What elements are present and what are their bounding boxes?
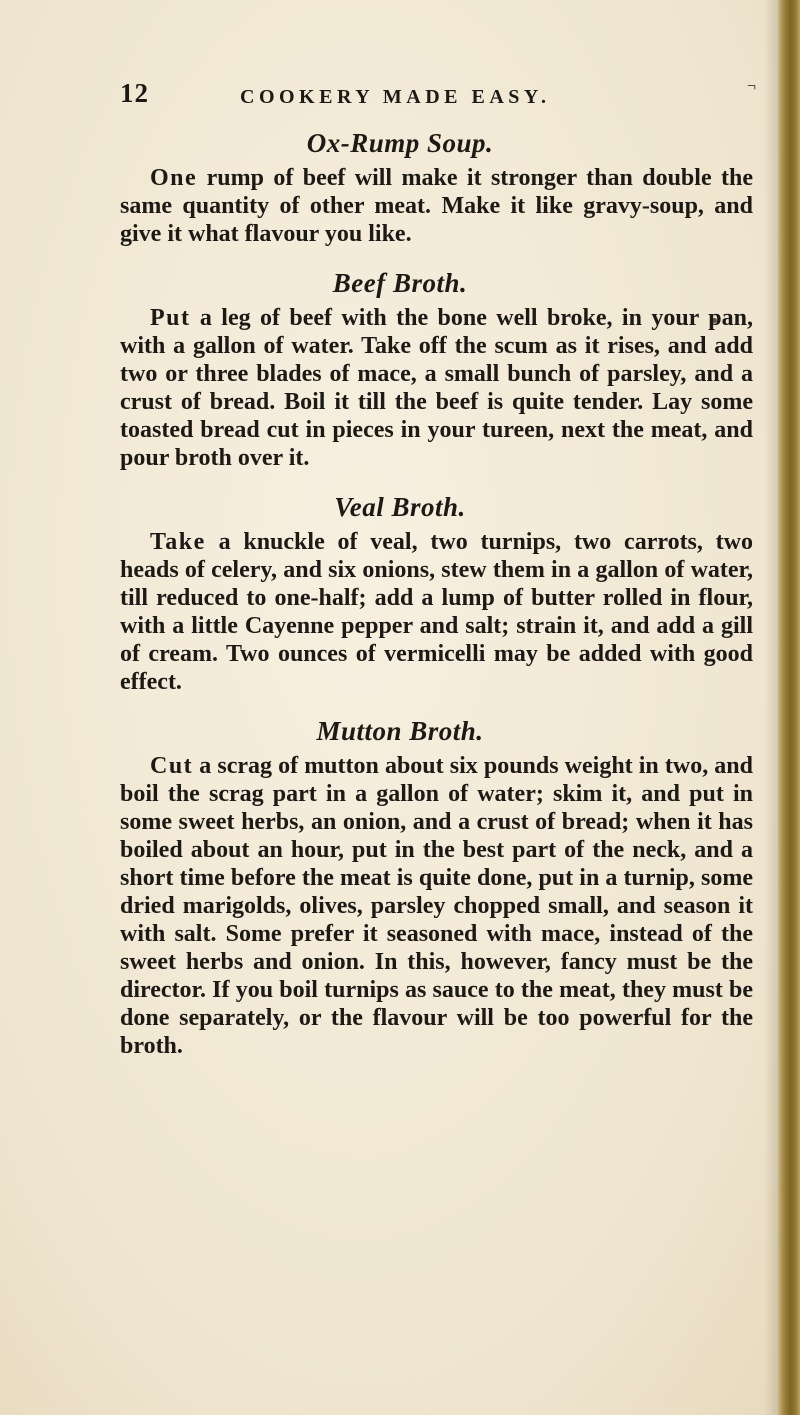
- recipe-first-word: One: [150, 165, 198, 191]
- recipe-body: [120, 304, 753, 472]
- recipe-text: a knuckle of veal, two turnips, two carrots, two heads of celery, and six onions, stew them in a gallon of water, till reduced to one-half; add a lump of butter rolled in flour, with a little Cayenne pepper and salt; strain it, and add a gill of cream. Two ounces of vermicelli may be added with good effect.: [120, 529, 753, 695]
- recipe-text: a leg of beef with the bone well broke, in your pan, with a gallon of water. Take off the scum as it rises, and add two or three blades of mace, a small bunch of parsley, and a crust of bread. Boil it till the beef is quite tender. Lay some toasted bread cut in pieces in your tureen, next the meat, and pour broth over it.: [120, 305, 753, 471]
- recipe-title: Ox-Rump Soup.: [306, 128, 494, 158]
- recipe-title: Veal Broth.: [334, 492, 466, 522]
- running-title: COOKERY MADE EASY.: [240, 86, 551, 108]
- recipe-text: rump of beef will make it stronger than double the same quantity of other meat. Make it like gravy-soup, and give it what flavour you like.: [120, 165, 753, 247]
- recipe-title: Mutton Broth.: [316, 716, 484, 746]
- recipe-first-word: Cut: [150, 753, 194, 779]
- recipe-first-word: Put: [150, 305, 191, 331]
- recipe-veal-broth: [0, 490, 800, 696]
- page-content: [0, 118, 800, 1078]
- recipe-text: a scrag of mutton about six pounds weight in two, and boil the scrag part in a gallon of water; skim it, and put in some sweet herbs, an onion, and a crust of bread; when it has boiled about an hour, put in the best part of the neck, and a short time before the meat is quite done, put in a turnip, some dried marigolds, olives, parsley chopped small, and season it with salt. Some prefer it seasoned with mace, instead of the sweet herbs and onion. In this, however, fancy must be the director. If you boil turnips as sauce to the meat, they must be done separately, or the flavour will be too powerful for the broth.: [120, 753, 753, 1059]
- recipe-body: [120, 752, 753, 1060]
- recipe-first-word: Take: [150, 529, 206, 555]
- recipe-body: [120, 528, 753, 696]
- running-head: [0, 78, 800, 118]
- recipe-beef-broth: [0, 266, 800, 472]
- recipe-ox-rump-soup: [0, 126, 800, 248]
- corner-mark: ¬: [747, 78, 757, 95]
- recipe-body: [120, 164, 753, 248]
- page-number: 12: [120, 78, 149, 108]
- recipe-title: Beef Broth.: [332, 268, 468, 298]
- recipe-mutton-broth: [0, 714, 800, 1060]
